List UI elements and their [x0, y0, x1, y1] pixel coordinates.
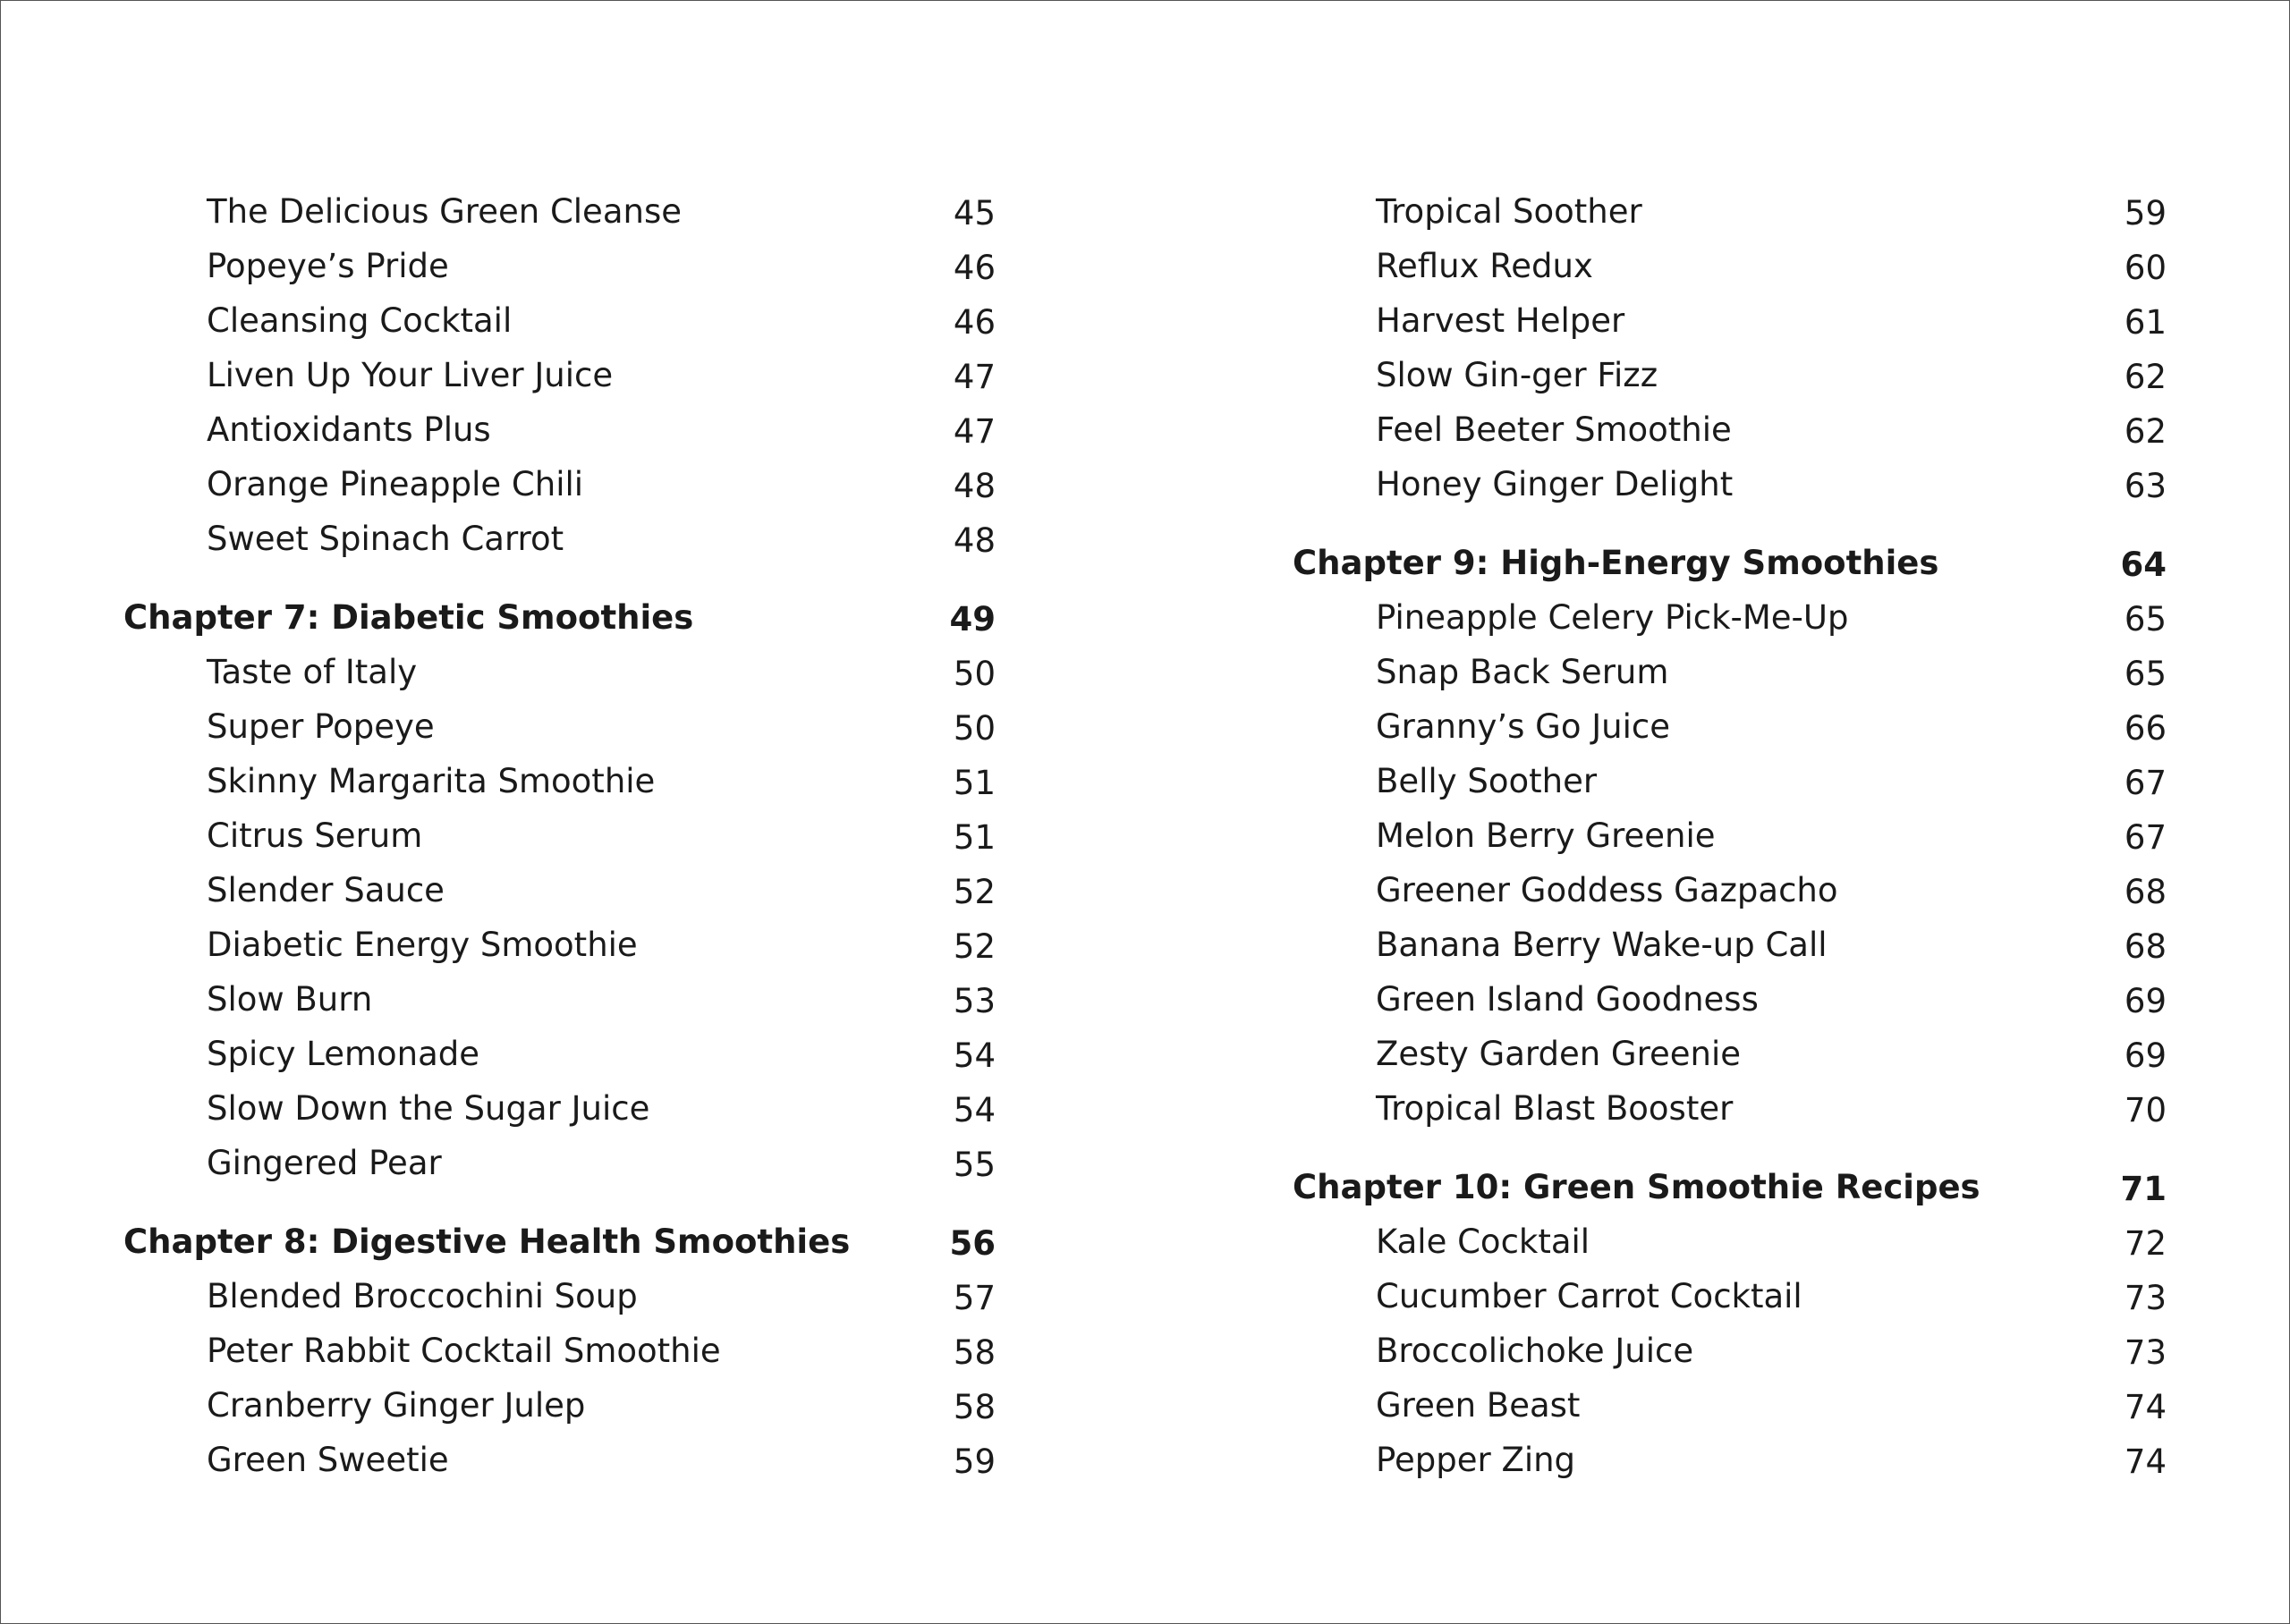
toc-entry [123, 1136, 996, 1190]
recipe-title: Spicy Lemonade [207, 1035, 480, 1073]
recipe-title: Liven Up Your Liver Juice [207, 356, 614, 394]
chapter-title: Chapter 9: High-Energy Smoothies [1293, 544, 1939, 582]
chapter-title: Chapter 10: Green Smoothie Recipes [1293, 1168, 1980, 1206]
page-number: 65 [2124, 600, 2167, 639]
recipe-title: Citrus Serum [207, 816, 423, 855]
recipe-title: The Delicious Green Cleanse [207, 192, 682, 231]
page-number: 56 [949, 1224, 996, 1263]
toc-entry [123, 1324, 996, 1378]
page-number: 62 [2124, 358, 2167, 396]
recipe-title: Pineapple Celery Pick-Me-Up [1376, 598, 1849, 637]
toc-entry [123, 1378, 996, 1433]
recipe-title: Antioxidants Plus [207, 410, 491, 449]
toc-entry [1293, 863, 2167, 918]
toc-entry [1293, 590, 2167, 645]
toc-entry [123, 1269, 996, 1324]
recipe-title: Tropical Blast Booster [1376, 1089, 1734, 1128]
recipe-title: Gingered Pear [207, 1144, 442, 1182]
recipe-title: Super Popeye [207, 707, 435, 746]
page-number: 52 [953, 873, 996, 911]
toc-entry [1293, 1081, 2167, 1136]
chapter-heading [1293, 536, 2167, 590]
recipe-title: Tropical Soother [1376, 192, 1642, 231]
toc-entry [1293, 1378, 2167, 1433]
recipe-title: Slow Burn [207, 980, 373, 1019]
toc-entry [123, 293, 996, 348]
toc-entry [123, 457, 996, 512]
recipe-title: Snap Back Serum [1376, 653, 1669, 691]
toc-entry [1293, 754, 2167, 808]
recipe-title: Green Beast [1376, 1386, 1581, 1425]
recipe-title: Popeye’s Pride [207, 247, 449, 285]
page-number: 53 [953, 982, 996, 1020]
recipe-title: Taste of Italy [207, 653, 418, 691]
toc-entry [1293, 1433, 2167, 1487]
page-number: 64 [2120, 546, 2167, 584]
page-number: 50 [953, 709, 996, 748]
page-number: 58 [953, 1388, 996, 1426]
recipe-title: Green Island Goodness [1376, 980, 1759, 1019]
page-number: 62 [2124, 412, 2167, 451]
recipe-title: Granny’s Go Juice [1376, 707, 1670, 746]
toc-entry [1293, 239, 2167, 293]
toc-entry [1293, 972, 2167, 1027]
page-number: 68 [2124, 927, 2167, 966]
page-number: 73 [2124, 1279, 2167, 1317]
toc-entry [1293, 348, 2167, 402]
page-number: 46 [953, 249, 996, 287]
toc-entry [123, 863, 996, 918]
chapter-title: Chapter 8: Digestive Health Smoothies [123, 1222, 851, 1261]
toc-entry [1293, 1324, 2167, 1378]
page-number: 51 [953, 764, 996, 802]
page-number: 66 [2124, 709, 2167, 748]
recipe-title: Melon Berry Greenie [1376, 816, 1716, 855]
recipe-title: Banana Berry Wake-up Call [1376, 926, 1828, 964]
page-number: 73 [2124, 1333, 2167, 1372]
page-number: 74 [2124, 1442, 2167, 1481]
recipe-title: Sweet Spinach Carrot [207, 520, 564, 558]
toc-entry [123, 402, 996, 457]
toc-entry [1293, 918, 2167, 972]
page-number: 54 [953, 1091, 996, 1129]
toc-entry [123, 1081, 996, 1136]
page-number: 51 [953, 818, 996, 857]
chapter-heading [123, 1214, 996, 1269]
page-number: 50 [953, 655, 996, 693]
page-number: 59 [953, 1442, 996, 1481]
page-number: 69 [2124, 982, 2167, 1020]
page-number: 58 [953, 1333, 996, 1372]
page-number: 59 [2124, 194, 2167, 233]
page-number: 61 [2124, 303, 2167, 342]
page-number: 70 [2124, 1091, 2167, 1129]
recipe-title: Kale Cocktail [1376, 1222, 1590, 1261]
recipe-title: Pepper Zing [1376, 1441, 1576, 1479]
page-number: 71 [2120, 1170, 2167, 1208]
toc-entry [1293, 1269, 2167, 1324]
toc-entry [123, 1027, 996, 1081]
toc-entry [123, 239, 996, 293]
recipe-title: Slow Down the Sugar Juice [207, 1089, 650, 1128]
page-number: 45 [953, 194, 996, 233]
page-number: 74 [2124, 1388, 2167, 1426]
chapter-heading [123, 590, 996, 645]
chapter-title: Chapter 7: Diabetic Smoothies [123, 598, 694, 637]
recipe-title: Cleansing Cocktail [207, 301, 513, 340]
page-number: 57 [953, 1279, 996, 1317]
page-number: 72 [2124, 1224, 2167, 1263]
page-number: 68 [2124, 873, 2167, 911]
toc-entry [123, 808, 996, 863]
toc-entry [123, 348, 996, 402]
page-number: 69 [2124, 1036, 2167, 1075]
toc-left-column [123, 184, 996, 1487]
page-number: 63 [2124, 467, 2167, 505]
chapter-heading [1293, 1160, 2167, 1214]
page-number: 52 [953, 927, 996, 966]
page-number: 48 [953, 521, 996, 560]
page-number: 60 [2124, 249, 2167, 287]
toc-entry [123, 918, 996, 972]
page-number: 48 [953, 467, 996, 505]
recipe-title: Zesty Garden Greenie [1376, 1035, 1742, 1073]
recipe-title: Cucumber Carrot Cocktail [1376, 1277, 1802, 1315]
toc-entry [1293, 808, 2167, 863]
toc-entry [1293, 1027, 2167, 1081]
recipe-title: Slender Sauce [207, 871, 445, 909]
toc-right-column [1293, 184, 2167, 1487]
recipe-title: Peter Rabbit Cocktail Smoothie [207, 1332, 721, 1370]
toc-entry [123, 1433, 996, 1487]
recipe-title: Diabetic Energy Smoothie [207, 926, 638, 964]
recipe-title: Skinny Margarita Smoothie [207, 762, 656, 800]
recipe-title: Belly Soother [1376, 762, 1598, 800]
page-number: 65 [2124, 655, 2167, 693]
page-number: 54 [953, 1036, 996, 1075]
toc-entry [123, 184, 996, 239]
toc-entry [123, 972, 996, 1027]
page-number: 67 [2124, 818, 2167, 857]
recipe-title: Cranberry Ginger Julep [207, 1386, 586, 1425]
recipe-title: Honey Ginger Delight [1376, 465, 1734, 503]
toc-entry [1293, 293, 2167, 348]
recipe-title: Slow Gin-ger Fizz [1376, 356, 1658, 394]
toc-entry [1293, 1214, 2167, 1269]
page-number: 47 [953, 412, 996, 451]
recipe-title: Greener Goddess Gazpacho [1376, 871, 1838, 909]
recipe-title: Green Sweetie [207, 1441, 449, 1479]
page-number: 67 [2124, 764, 2167, 802]
recipe-title: Reflux Redux [1376, 247, 1593, 285]
recipe-title: Blended Broccochini Soup [207, 1277, 638, 1315]
page-number: 55 [953, 1146, 996, 1184]
toc-entry [1293, 645, 2167, 699]
toc-entry [1293, 402, 2167, 457]
toc-entry [1293, 699, 2167, 754]
page-number: 46 [953, 303, 996, 342]
toc-entry [1293, 457, 2167, 512]
toc-entry [123, 512, 996, 566]
toc-entry [123, 699, 996, 754]
toc-entry [123, 645, 996, 699]
toc-entry [123, 754, 996, 808]
recipe-title: Harvest Helper [1376, 301, 1625, 340]
page-number: 49 [949, 600, 996, 639]
recipe-title: Broccolichoke Juice [1376, 1332, 1694, 1370]
page-number: 47 [953, 358, 996, 396]
recipe-title: Feel Beeter Smoothie [1376, 410, 1732, 449]
recipe-title: Orange Pineapple Chili [207, 465, 584, 503]
toc-entry [1293, 184, 2167, 239]
